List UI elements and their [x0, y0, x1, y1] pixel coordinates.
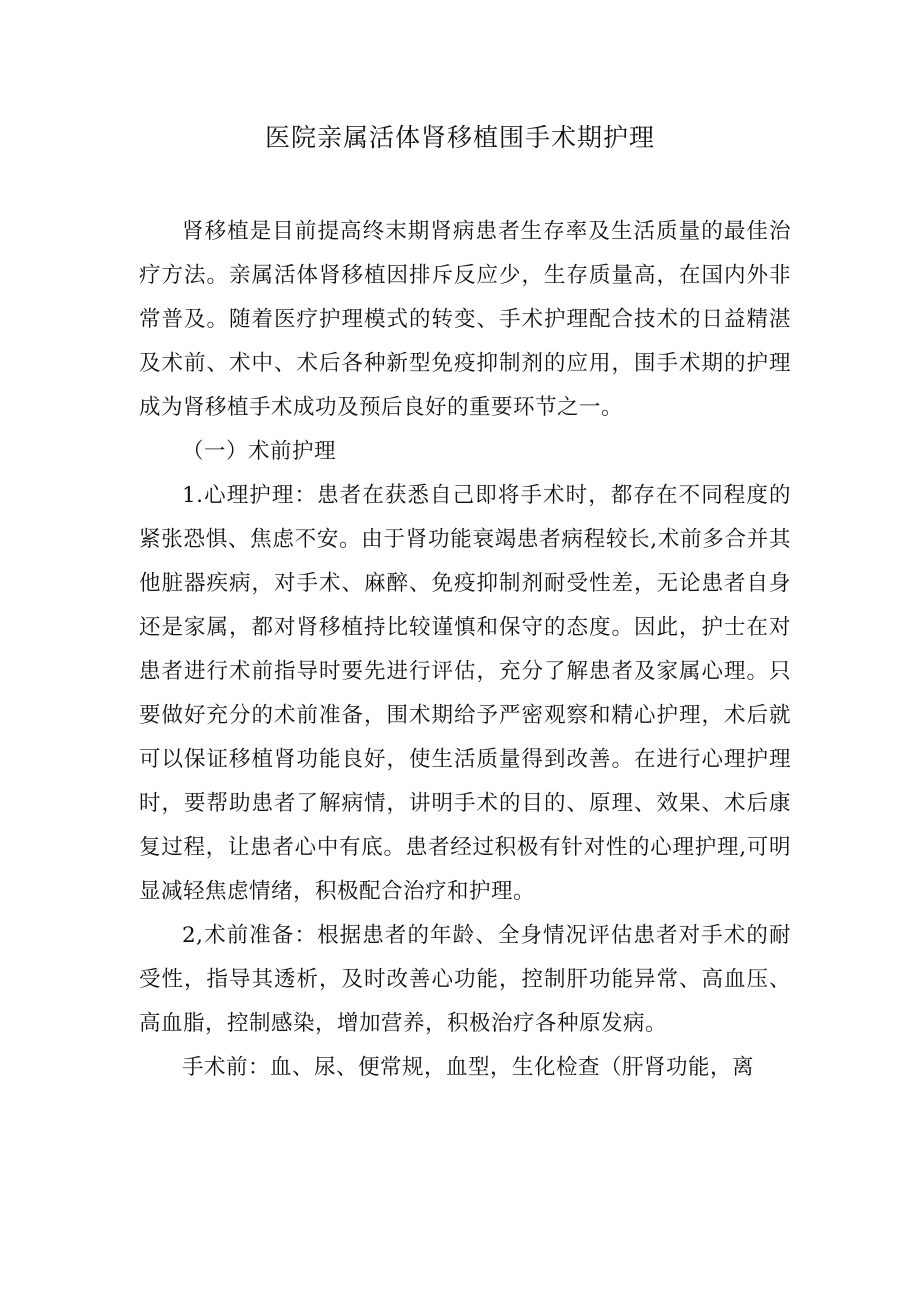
document-title: 医院亲属活体肾移植围手术期护理: [264, 123, 655, 152]
paragraph-preoperative-preparation: 2,术前准备：根据患者的年龄、全身情况评估患者对手术的耐受性，指导其透析，及时改善心功能，控制肝功能异常、高血压、高血脂，控制感染，增加营养，积极治疗各种原发病。: [139, 923, 791, 1036]
paragraph-intro: 肾移植是目前提高终末期肾病患者生存率及生活质量的最佳治疗方法。亲属活体肾移植因排斥反应少，生存质量高，在国内外非常普及。随着医疗护理模式的转变、手术护理配合技术的日益精湛及术前、术中、术后各种新型免疫抑制剂的应用，围手术期的护理成为肾移植手术成功及预后良好的重要环节之一。: [139, 219, 791, 420]
document-body: [139, 210, 791, 1090]
paragraph-preoperative-exams: 手术前：血、尿、便常规，血型，生化检查（肝肾功能，离: [182, 1055, 755, 1080]
paragraph-psychological-care: 1.心理护理：患者在获悉自己即将手术时，都存在不同程度的紧张恐惧、焦虑不安。由于肾功能衰竭患者病程较长,术前多合并其他脏器疾病，对手术、麻醉、免疫抑制剂耐受性差，无论患者自身还是家属，都对肾移植持比较谨慎和保守的态度。因此，护士在对患者进行术前指导时要先进行评估，充分了解患者及家属心理。只要做好充分的术前准备，围术期给予严密观察和精心护理，术后就可以保证移植肾功能良好，使生活质量得到改善。在进行心理护理时，要帮助患者了解病情，讲明手术的目的、原理、效果、术后康复过程，让患者心中有底。患者经过积极有针对性的心理护理,可明显减轻焦虑情绪，积极配合治疗和护理。: [139, 483, 791, 904]
section-heading-preoperative: （一）术前护理: [182, 439, 337, 464]
